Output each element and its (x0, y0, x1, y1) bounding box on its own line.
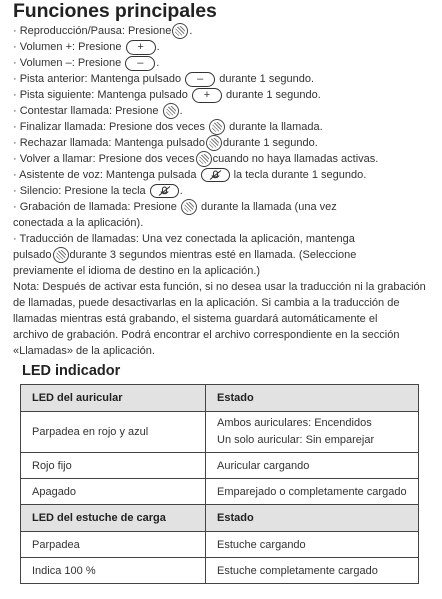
note-line: Nota: Después de activar esta función, si no desea usar la traducción ni la grabación (13, 281, 426, 293)
minus-key-icon: – (185, 72, 215, 87)
note-line: «Llamadas» de la aplicación. (13, 345, 155, 357)
table-row (21, 453, 419, 479)
plus-key-icon: + (192, 88, 222, 103)
line-redial: · Volver a llamar: Presione dos veces cuando no haya llamadas activas. (13, 151, 439, 167)
mic-key-icon (150, 184, 179, 198)
plus-key-icon: + (126, 40, 156, 55)
button-icon (53, 247, 69, 263)
line-translation-note: previamente el idioma de destino en la aplicación.) (13, 265, 261, 277)
line-volume-down: · Volumen –: Presione – . (13, 56, 160, 69)
minus-key-icon: – (125, 56, 155, 71)
line-answer-call: · Contestar llamada: Presione . (13, 103, 439, 119)
button-icon (206, 135, 222, 151)
table-cell: Emparejado o completamente cargado (206, 479, 419, 505)
table-cell: Rojo fijo (21, 453, 206, 479)
button-icon (196, 151, 212, 167)
line-reject-call: · Rechazar llamada: Mantenga pulsado durante 1 segundo. (13, 135, 439, 151)
table-header: Estado (206, 385, 419, 412)
note-line: de llamadas, puede desactivarlas en la aplicación. Si cambia a la traducción de (13, 297, 400, 309)
table-header: LED del estuche de carga (21, 505, 206, 532)
line-volume-up: · Volumen +: Presione + . (13, 40, 160, 53)
table-cell: Apagado (21, 479, 206, 505)
led-table (20, 384, 419, 584)
table-header-row (21, 385, 419, 412)
table-header: Estado (206, 505, 419, 532)
table-row (21, 532, 419, 558)
line-call-recording: · Grabación de llamada: Presione durante la llamada (una vez (13, 199, 439, 215)
table-cell: Estuche completamente cargado (206, 558, 419, 584)
table-cell: Parpadea en rojo y azul (21, 412, 206, 453)
table-header-row (21, 505, 419, 532)
line-end-call: · Finalizar llamada: Presione dos veces durante la llamada. (13, 119, 439, 135)
mic-key-icon (201, 168, 230, 182)
note-line: archivo de grabación. Podrá encontrar el archivo correspondiente en la sección (13, 329, 400, 341)
note-line: llamadas mientras está grabando, el sistema guardará automáticamente el (13, 313, 378, 325)
table-header: LED del auricular (21, 385, 206, 412)
button-icon (172, 23, 188, 39)
button-icon (209, 119, 225, 135)
button-icon (181, 199, 197, 215)
table-cell: Ambos auriculares: Encendidos Un solo auricular: Sin emparejar (206, 412, 419, 453)
page-title: Funciones principales (13, 0, 217, 22)
led-section-title: LED indicador (22, 363, 121, 379)
table-cell: Parpadea (21, 532, 206, 558)
table-cell: Auricular cargando (206, 453, 419, 479)
line-play-pause: · Reproducción/Pausa: Presione . (13, 23, 439, 39)
table-cell: Indica 100 % (21, 558, 206, 584)
line-call-translation-cont: pulsado durante 3 segundos mientras esté en llamada. (Seleccione (13, 247, 439, 263)
line-call-recording-cont: conectada a la aplicación). (13, 217, 144, 229)
line-call-translation: · Traducción de llamadas: Una vez conectada la aplicación, mantenga (13, 233, 355, 245)
line-previous-track: · Pista anterior: Mantenga pulsado – durante 1 segundo. (13, 72, 315, 85)
table-cell: Estuche cargando (206, 532, 419, 558)
button-icon (163, 103, 179, 119)
functions-list (13, 23, 439, 359)
table-row (21, 412, 419, 453)
line-mute: · Silencio: Presione la tecla . (13, 185, 183, 197)
line-voice-assistant: · Asistente de voz: Mantenga pulsada la tecla durante 1 segundo. (13, 169, 367, 181)
table-row (21, 479, 419, 505)
table-row (21, 558, 419, 584)
line-next-track: · Pista siguiente: Mantenga pulsado + durante 1 segundo. (13, 88, 321, 101)
